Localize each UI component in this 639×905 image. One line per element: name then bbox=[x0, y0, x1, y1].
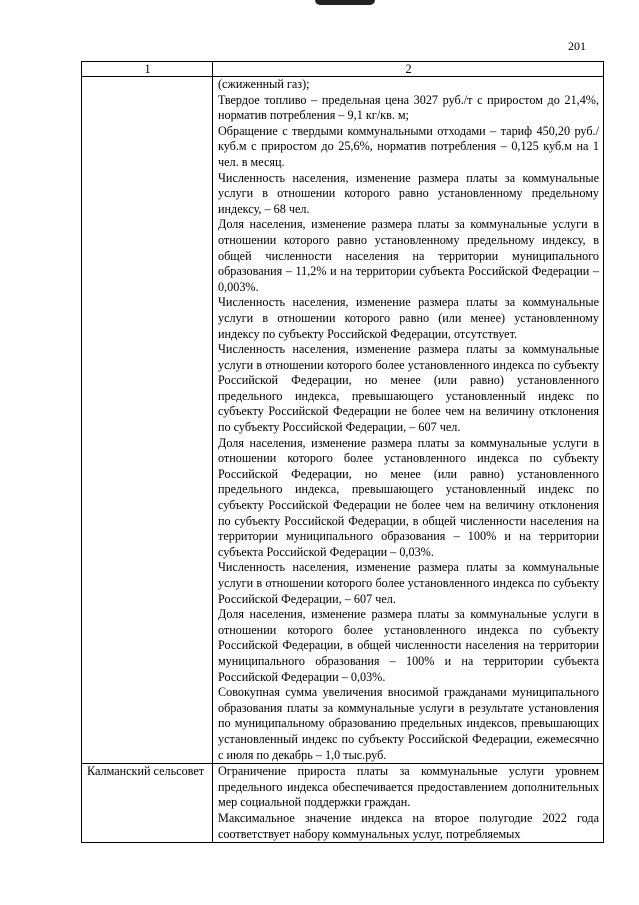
table-row bbox=[82, 764, 604, 843]
table-header-row bbox=[82, 62, 604, 77]
paragraph: Численность населения, изменение размера платы за коммунальные услуги в отношении которого равно установленному предельному индексу, – 68 чел. bbox=[218, 170, 599, 216]
paragraph: Максимальное значение индекса на второе полугодие 2022 года соответствует набору коммунальных услуг, потребляемых bbox=[218, 810, 599, 841]
paragraph: Численность населения, изменение размера платы за коммунальные услуги в отношении которого более установленного индекса по субъекту Российской Федерации, – 607 чел. bbox=[218, 560, 599, 606]
page-number: 201 bbox=[568, 39, 586, 53]
column-header-1: 1 bbox=[82, 62, 213, 77]
paragraph: Доля населения, изменение размера платы за коммунальные услуги в отношении которого более установленного индекса по субъекту Российской Федерации, в общей численности населения на территории муниципального образования – 100% и на территории субъекта Российской Федерации – 0,03%. bbox=[218, 607, 599, 684]
paragraph: Ограничение прироста платы за коммунальные услуги уровнем предельного индекса обеспечивается предоставлением дополнительных мер социальной поддержки граждан. bbox=[218, 764, 599, 810]
paragraph: Твердое топливо – предельная цена 3027 руб./т с приростом до 21,4%, норматив потребления – 9,1 кг/кв. м; bbox=[218, 92, 599, 123]
document-table bbox=[81, 61, 604, 843]
paragraph: Численность населения, изменение размера платы за коммунальные услуги в отношении которого более установленного индекса по субъекту Российской Федерации, но менее (или равно) установленного предельного индекса, превышающего установленный индекс по субъекту Российской Федерации не более чем на величину отклонения по субъекту Российской Федерации, – 607 чел. bbox=[218, 342, 599, 435]
description-cell bbox=[213, 764, 604, 843]
municipality-cell: Калманский сельсовет bbox=[82, 764, 213, 843]
municipality-cell bbox=[82, 77, 213, 764]
scan-artifact bbox=[315, 0, 375, 5]
paragraph: Численность населения, изменение размера платы за коммунальные услуги в отношении которого равно (или менее) установленному индексу по субъекту Российской Федерации, отсутствует. bbox=[218, 295, 599, 341]
paragraph: Совокупная сумма увеличения вносимой гражданами муниципального образования платы за коммунальные услуги в результате установления по муниципальному образованию предельных индексов, превышающих установленный индекс по субъекту Российской Федерации, ежемесячно с июля по декабрь – 1,0 тыс.руб. bbox=[218, 685, 599, 762]
paragraph: Доля населения, изменение размера платы за коммунальные услуги в отношении которого равно установленному предельному индексу, в общей численности населения на территории муниципального образования – 11,2% и на территории субъекта Российской Федерации – 0,003%. bbox=[218, 217, 599, 294]
description-cell bbox=[213, 77, 604, 764]
table-row bbox=[82, 77, 604, 764]
paragraph: Доля населения, изменение размера платы за коммунальные услуги в отношении которого более установленного индекса по субъекту Российской Федерации, но менее (или равно) установленного предельного индекса, превышающего установленный индекс по субъекту Российской Федерации не более чем на величину отклонения по субъекту Российской Федерации, в общей численности населения на территории муниципального образования – 100% и на территории субъекта Российской Федерации – 0,03%. bbox=[218, 435, 599, 559]
column-header-2: 2 bbox=[213, 62, 604, 77]
paragraph: Обращение с твердыми коммунальными отходами – тариф 450,20 руб./куб.м с приростом до 25,6%, норматив потребления – 0,125 куб.м на 1 чел. в месяц. bbox=[218, 123, 599, 169]
paragraph: (сжиженный газ); bbox=[218, 77, 310, 91]
